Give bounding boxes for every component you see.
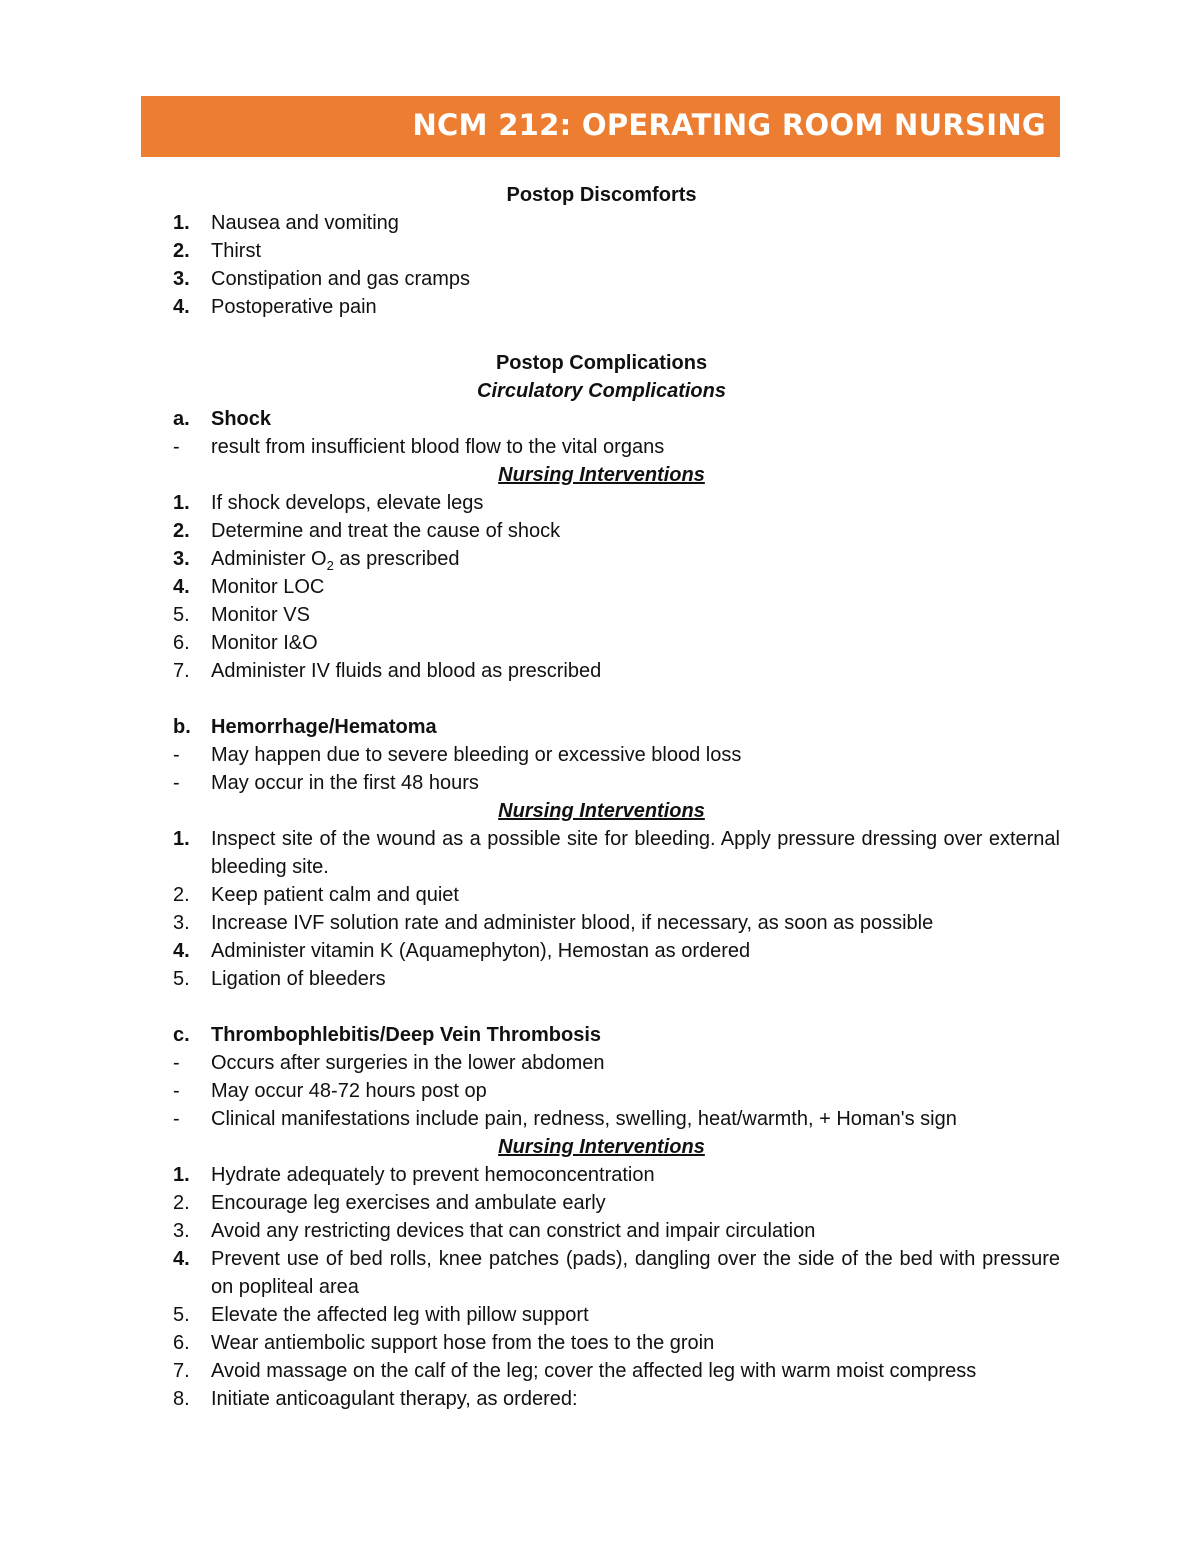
list-text: Increase IVF solution rate and administer blood, if necessary, as soon as possible xyxy=(211,912,934,934)
list-number: 3. xyxy=(173,1220,190,1242)
list-text: If shock develops, elevate legs xyxy=(211,492,484,514)
list-number: 2. xyxy=(173,240,190,262)
list-number: 4. xyxy=(173,1248,190,1270)
dash-item xyxy=(173,1049,1060,1077)
list-item xyxy=(173,1357,1060,1385)
list-text: Monitor LOC xyxy=(211,576,325,598)
document-body xyxy=(173,181,1060,1413)
list-item xyxy=(173,209,1060,237)
list-item xyxy=(173,909,1060,937)
list-text xyxy=(211,545,1060,573)
list-text: May happen due to severe bleeding or excessive blood loss xyxy=(211,744,742,766)
interventions-heading: Nursing Interventions xyxy=(498,464,705,486)
list-number: 1. xyxy=(173,492,190,514)
dash-item xyxy=(173,1105,1060,1133)
list-text: Constipation and gas cramps xyxy=(211,268,471,290)
dash-item xyxy=(173,741,1060,769)
list-item xyxy=(173,1189,1060,1217)
list-item xyxy=(173,1245,1060,1301)
list-item xyxy=(173,573,1060,601)
section-heading: Postop Complications xyxy=(495,352,708,374)
list-item xyxy=(173,1385,1060,1413)
text-part: as prescribed xyxy=(333,548,460,570)
list-text: Postoperative pain xyxy=(211,296,377,318)
list-text: Encourage leg exercises and ambulate early xyxy=(211,1192,606,1214)
list-item xyxy=(173,293,1060,321)
list-text: Determine and treat the cause of shock xyxy=(211,520,561,542)
list-item xyxy=(173,489,1060,517)
section-subheading: Circulatory Complications xyxy=(477,380,726,402)
list-number: 4. xyxy=(173,296,190,318)
list-number: 7. xyxy=(173,660,190,682)
list-text: Monitor I&O xyxy=(211,632,318,654)
subscript: 2 xyxy=(326,558,334,573)
complication-title xyxy=(173,1021,1060,1049)
list-number: 3. xyxy=(173,268,190,290)
list-number: 8. xyxy=(173,1388,190,1410)
dash-item xyxy=(173,433,1060,461)
list-item xyxy=(173,1329,1060,1357)
list-text: Monitor VS xyxy=(211,604,310,626)
list-letter: c. xyxy=(173,1024,190,1046)
list-text: Keep patient calm and quiet xyxy=(211,884,459,906)
list-item xyxy=(173,517,1060,545)
list-text: May occur in the first 48 hours xyxy=(211,772,479,794)
list-text: Nausea and vomiting xyxy=(211,212,399,234)
list-number: 6. xyxy=(173,632,190,654)
list-item xyxy=(173,629,1060,657)
list-item xyxy=(173,937,1060,965)
list-text: Hemorrhage/Hematoma xyxy=(211,716,437,738)
interventions-heading: Nursing Interventions xyxy=(498,1136,705,1158)
list-text: Occurs after surgeries in the lower abdomen xyxy=(211,1052,605,1074)
dash-item xyxy=(173,1077,1060,1105)
list-number: 1. xyxy=(173,212,190,234)
list-text: Thrombophlebitis/Deep Vein Thrombosis xyxy=(211,1024,602,1046)
list-text: Elevate the affected leg with pillow support xyxy=(211,1304,589,1326)
dash-marker: - xyxy=(173,1080,180,1102)
document-title: NCM 212: OPERATING ROOM NURSING xyxy=(412,108,1046,142)
list-text: Shock xyxy=(211,408,272,430)
list-number: 7. xyxy=(173,1360,190,1382)
list-text: Hydrate adequately to prevent hemoconcentration xyxy=(211,1164,655,1186)
list-number: 1. xyxy=(173,1164,190,1186)
list-item xyxy=(173,545,1060,573)
list-number: 1. xyxy=(173,828,190,850)
section-heading: Postop Discomforts xyxy=(506,184,697,206)
list-text: Inspect site of the wound as a possible site for bleeding. Apply pressure dressing over external bleeding site. xyxy=(211,828,1060,878)
list-number: 5. xyxy=(173,968,190,990)
list-text: Avoid any restricting devices that can constrict and impair circulation xyxy=(211,1220,816,1242)
complication-title xyxy=(173,713,1060,741)
list-item xyxy=(173,1301,1060,1329)
list-number: 6. xyxy=(173,1332,190,1354)
list-number: 2. xyxy=(173,884,190,906)
list-letter: a. xyxy=(173,408,190,430)
dash-marker: - xyxy=(173,436,180,458)
dash-marker: - xyxy=(173,1108,180,1130)
interventions-heading: Nursing Interventions xyxy=(498,800,705,822)
list-number: 3. xyxy=(173,912,190,934)
list-text: Avoid massage on the calf of the leg; cover the affected leg with warm moist compress xyxy=(211,1360,977,1382)
list-letter: b. xyxy=(173,716,191,738)
list-number: 4. xyxy=(173,940,190,962)
list-item xyxy=(173,1161,1060,1189)
list-item xyxy=(173,657,1060,685)
list-text: Ligation of bleeders xyxy=(211,968,386,990)
list-number: 2. xyxy=(173,520,190,542)
dash-item xyxy=(173,769,1060,797)
list-text: Administer vitamin K (Aquamephyton), Hemostan as ordered xyxy=(211,940,751,962)
list-text: Prevent use of bed rolls, knee patches (pads), dangling over the side of the bed with pressure on popliteal area xyxy=(211,1248,1060,1298)
list-item xyxy=(173,1217,1060,1245)
dash-marker: - xyxy=(173,1052,180,1074)
list-item xyxy=(173,965,1060,993)
list-number: 5. xyxy=(173,1304,190,1326)
list-text: Clinical manifestations include pain, redness, swelling, heat/warmth, + Homan's sign xyxy=(211,1108,957,1130)
list-number: 2. xyxy=(173,1192,190,1214)
list-item xyxy=(173,881,1060,909)
list-item xyxy=(173,265,1060,293)
dash-marker: - xyxy=(173,744,180,766)
list-number: 5. xyxy=(173,604,190,626)
list-text: Initiate anticoagulant therapy, as ordered: xyxy=(211,1388,578,1410)
complication-title xyxy=(173,405,1060,433)
list-item xyxy=(173,601,1060,629)
dash-marker: - xyxy=(173,772,180,794)
list-number: 3. xyxy=(173,548,190,570)
header-bar xyxy=(141,96,1060,157)
list-item xyxy=(173,825,1060,881)
text-part: Administer O xyxy=(211,548,327,570)
list-text: Wear antiembolic support hose from the toes to the groin xyxy=(211,1332,715,1354)
list-item xyxy=(173,237,1060,265)
list-number: 4. xyxy=(173,576,190,598)
list-text: result from insufficient blood flow to the vital organs xyxy=(211,436,665,458)
list-text: May occur 48-72 hours post op xyxy=(211,1080,487,1102)
list-text: Administer IV fluids and blood as prescribed xyxy=(211,660,602,682)
discomforts-list xyxy=(173,209,1060,321)
list-text: Thirst xyxy=(211,240,261,262)
